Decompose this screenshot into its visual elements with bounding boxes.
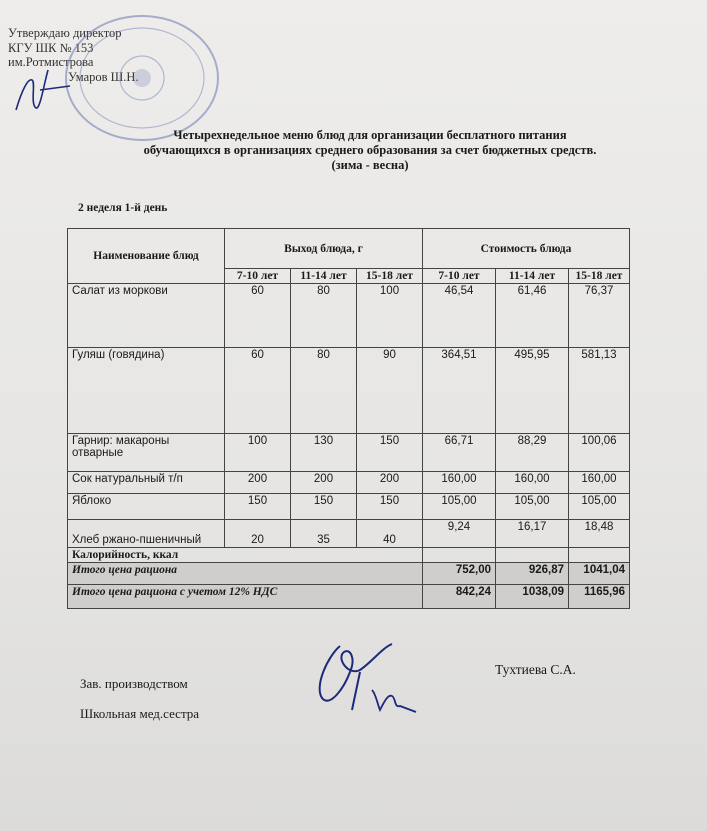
yield-value: 100 (357, 284, 423, 348)
total-vat-value: 1165,96 (569, 585, 630, 609)
cost-value: 16,17 (496, 520, 569, 548)
dish-name: Яблоко (68, 494, 225, 520)
total-value: 1041,04 (569, 563, 630, 585)
total-vat-value: 842,24 (423, 585, 496, 609)
kcal-row (68, 548, 630, 563)
production-head-label: Зав. производством (80, 676, 188, 691)
cost-value: 61,46 (496, 284, 569, 348)
document-title (90, 128, 650, 173)
header-yield: Выход блюда, г (225, 229, 423, 269)
yield-value: 100 (225, 434, 291, 472)
menu-table (67, 228, 630, 609)
cost-value: 46,54 (423, 284, 496, 348)
yield-value: 90 (357, 348, 423, 434)
cost-value: 105,00 (569, 494, 630, 520)
cost-age-3: 15-18 лет (569, 269, 630, 284)
yield-value: 150 (291, 494, 357, 520)
table-row (68, 472, 630, 494)
title-line-1: Четырехнедельное меню блюд для организации бесплатного питания (173, 128, 567, 142)
header-name: Наименование блюд (68, 229, 225, 284)
total-vat-row (68, 585, 630, 609)
signer-name: Тухтиева С.А. (495, 662, 576, 677)
cost-value: 88,29 (496, 434, 569, 472)
cost-value: 495,95 (496, 348, 569, 434)
cost-value: 9,24 (423, 520, 496, 548)
cost-value: 160,00 (423, 472, 496, 494)
cost-value: 160,00 (496, 472, 569, 494)
yield-value: 60 (225, 284, 291, 348)
kcal-value (569, 548, 630, 563)
yield-value: 40 (357, 520, 423, 548)
cost-value: 66,71 (423, 434, 496, 472)
total-label: Итого цена рациона (68, 563, 423, 585)
cost-age-1: 7-10 лет (423, 269, 496, 284)
approval-line-3: им.Ротмистрова (8, 55, 94, 69)
cost-value: 364,51 (423, 348, 496, 434)
total-vat-value: 1038,09 (496, 585, 569, 609)
yield-age-3: 15-18 лет (357, 269, 423, 284)
total-row (68, 563, 630, 585)
table-row (68, 520, 630, 548)
kcal-value (496, 548, 569, 563)
dish-name: Гарнир: макароны отварные (68, 434, 225, 472)
yield-value: 150 (357, 494, 423, 520)
header-cost: Стоимость блюда (423, 229, 630, 269)
approval-line-1: Утверждаю директор (8, 26, 122, 40)
cost-value: 76,37 (569, 284, 630, 348)
table-row (68, 434, 630, 472)
kcal-value (423, 548, 496, 563)
yield-value: 200 (225, 472, 291, 494)
yield-value: 80 (291, 284, 357, 348)
yield-value: 150 (225, 494, 291, 520)
total-vat-label: Итого цена рациона с учетом 12% НДС (68, 585, 423, 609)
cost-value: 100,06 (569, 434, 630, 472)
yield-value: 150 (357, 434, 423, 472)
nurse-label: Школьная мед.сестра (80, 706, 200, 721)
table-row (68, 284, 630, 348)
yield-age-2: 11-14 лет (291, 269, 357, 284)
cost-value: 105,00 (423, 494, 496, 520)
signature-icon (10, 60, 80, 120)
title-line-2: обучающихся в организациях среднего образования за счет бюджетных средств. (143, 143, 597, 157)
total-value: 926,87 (496, 563, 569, 585)
yield-value: 35 (291, 520, 357, 548)
cost-value: 160,00 (569, 472, 630, 494)
table-row (68, 348, 630, 434)
yield-value: 200 (291, 472, 357, 494)
yield-value: 60 (225, 348, 291, 434)
dish-name: Гуляш (говядина) (68, 348, 225, 434)
dish-name: Хлеб ржано-пшеничный (68, 520, 225, 548)
table-header-row (68, 229, 630, 269)
approval-line-2: КГУ ШК № 153 (8, 40, 94, 55)
total-value: 752,00 (423, 563, 496, 585)
dish-name: Сок натуральный т/п (68, 472, 225, 494)
cost-value: 105,00 (496, 494, 569, 520)
yield-value: 20 (225, 520, 291, 548)
approval-line-4: Умаров Ш.Н. (68, 69, 139, 84)
yield-age-1: 7-10 лет (225, 269, 291, 284)
cost-age-2: 11-14 лет (496, 269, 569, 284)
signature-icon (300, 636, 420, 720)
kcal-label: Калорийность, ккал (68, 548, 423, 563)
week-day-label: 2 неделя 1-й день (78, 202, 168, 214)
yield-value: 80 (291, 348, 357, 434)
yield-value: 200 (357, 472, 423, 494)
dish-name: Салат из моркови (68, 284, 225, 348)
yield-value: 130 (291, 434, 357, 472)
cost-value: 18,48 (569, 520, 630, 548)
title-line-3: (зима - весна) (331, 158, 409, 172)
table-row (68, 494, 630, 520)
cost-value: 581,13 (569, 348, 630, 434)
